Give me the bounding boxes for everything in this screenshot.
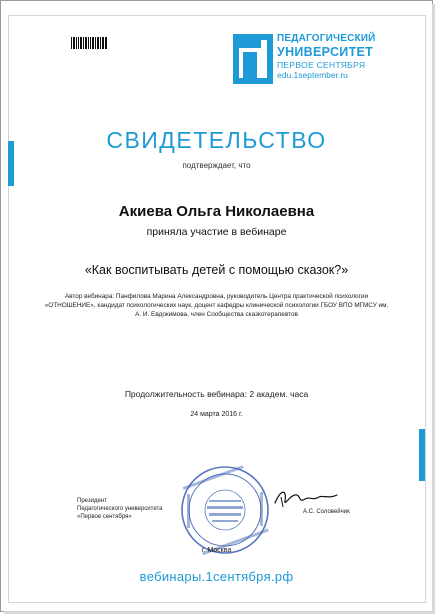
certificate-subtitle: подтверждает, что xyxy=(182,161,251,170)
recipient-name: Акиева Ольга Николаевна xyxy=(118,203,315,220)
president-block xyxy=(77,497,163,521)
webinar-title: «Как воспитывать детей с помощью сказок?» xyxy=(84,263,349,277)
university-logo xyxy=(233,33,376,84)
president-org-name: «Первое сентября» xyxy=(77,514,132,520)
logo-line-1: ПЕДАГОГИЧЕСКИЙ xyxy=(277,33,376,44)
stamp-seal-icon xyxy=(179,464,271,556)
logo-text xyxy=(277,34,376,80)
logo-mark-icon xyxy=(233,34,273,84)
participation-text: приняла участие в вебинаре xyxy=(146,226,287,238)
president-title: Президент xyxy=(77,498,107,504)
president-org: Педагогического университета xyxy=(77,506,163,512)
city: г. Москва xyxy=(201,547,232,554)
webinar-duration: Продолжительность вебинара: 2 академ. часа xyxy=(124,389,309,399)
logo-line-3: ПЕРВОЕ СЕНТЯБРЯ xyxy=(277,59,366,70)
signature-icon xyxy=(271,485,341,511)
webinar-author: Автор вебинара: Панфилова Марина Александровна, руководитель Центра практической психологии «ОТНОШЕНИЕ», кандидат психологических наук, доцент кафедры клинической психологии ГБОУ ВПО МГМСУ им. А. И. Евдокимова, член Сообщества сказкотерапевтов xyxy=(44,293,389,318)
certificate-title: СВИДЕТЕЛЬСТВО xyxy=(106,127,327,153)
barcode-icon xyxy=(71,37,107,49)
footer-url[interactable]: вебинары.1сентября.рф xyxy=(139,569,294,584)
logo-line-2: УНИВЕРСИТЕТ xyxy=(277,45,374,59)
signer-name: А.С. Соловейчик xyxy=(303,509,350,515)
logo-url: edu.1september.ru xyxy=(277,70,348,80)
webinar-date: 24 марта 2016 г. xyxy=(190,411,243,418)
accent-bar-right xyxy=(419,429,425,481)
